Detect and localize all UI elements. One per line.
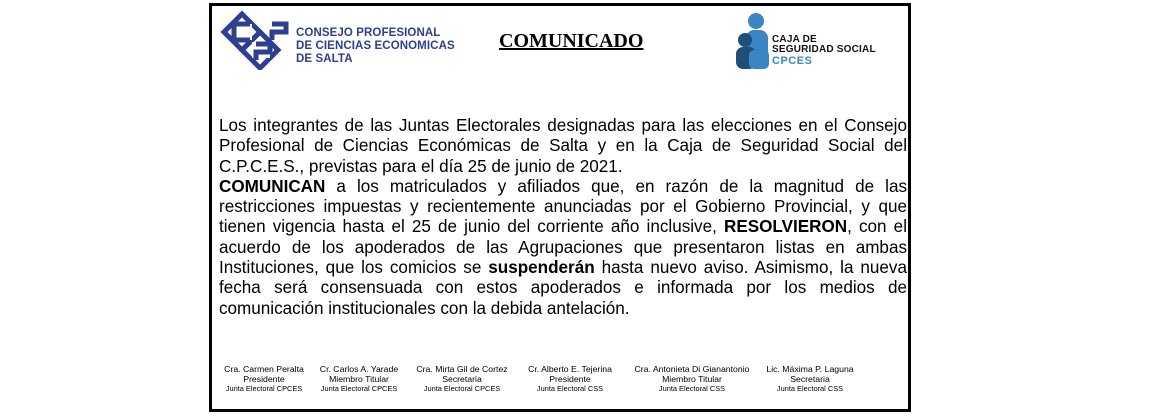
resolvieron-text: RESOLVIERON — [723, 217, 848, 237]
announcement-paragraph: COMUNICAN a los matriculados y afiliados que, en razón de la magnitud de las restricciones impuestas y recientemente anunciadas por el Gobierno Provincial, y que tienen vigencia hasta el 25 de junio del corriente año inclusive, RESOLVIERON, con el acuerdo de los apoderados de las Agrupaciones que presentaron listas en ambas Instituciones, que los comicios se suspenderán hasta nuevo aviso. Asimismo, la nueva fecha será consensuada con estos apoderados e informada por los medios de comunicación institucionales con la debida antelación. — [219, 176, 907, 318]
css-name-line1: CAJA DE — [772, 34, 817, 45]
signature-block — [410, 364, 514, 394]
cpce-emblem-icon — [220, 10, 292, 70]
signature-org: Junta Electoral CPCES — [225, 384, 303, 393]
cpce-logo — [220, 10, 470, 70]
comunican-text: COMUNICAN — [219, 176, 326, 196]
signatures — [212, 364, 908, 400]
signature-role: Secretaria — [442, 374, 482, 384]
cpce-name-line1: CONSEJO PROFESIONAL — [296, 27, 441, 39]
suspenderan-text: suspenderán — [488, 258, 595, 278]
signature-name: Cra. Carmen Peralta — [224, 364, 304, 374]
signature-block — [628, 364, 756, 394]
communique-frame — [209, 3, 911, 412]
signature-name: Cra. Antonieta Di Gianantonio — [634, 364, 750, 374]
signature-block — [520, 364, 620, 394]
signature-org: Junta Electoral CSS — [658, 384, 726, 393]
signature-name: Cr. Carlos A. Yarade — [319, 364, 399, 374]
communique-body — [219, 116, 907, 319]
signature-role: Presidente — [549, 374, 591, 384]
people-icon — [734, 12, 774, 70]
cpce-name-line3: DE SALTA — [296, 53, 353, 65]
signature-org: Junta Electoral CSS — [776, 384, 844, 393]
cpce-name-line2: DE CIENCIAS ECONOMICAS — [296, 40, 455, 52]
css-name-line2: SEGURIDAD SOCIAL — [772, 44, 876, 55]
signature-name: Lic. Máxima P. Laguna — [766, 364, 854, 374]
signature-role: Secretaria — [790, 374, 830, 384]
signature-org: Junta Electoral CPCES — [423, 384, 501, 393]
signature-role: Miembro Titular — [329, 374, 389, 384]
signature-org: Junta Electoral CSS — [536, 384, 604, 393]
signature-role: Miembro Titular — [662, 374, 722, 384]
signature-block — [219, 364, 309, 394]
css-name-line3: CPCES — [772, 55, 813, 67]
css-logo — [734, 12, 884, 70]
signature-name: Cra. Mirta Gil de Cortez — [416, 364, 508, 374]
signature-name: Cr. Alberto E. Tejerina — [528, 364, 612, 374]
signature-org: Junta Electoral CPCES — [320, 384, 398, 393]
signature-block — [312, 364, 406, 394]
cpce-name — [296, 27, 455, 66]
page-title: COMUNICADO — [499, 30, 644, 52]
signature-block — [760, 364, 860, 394]
intro-paragraph: Los integrantes de las Juntas Electorales designadas para las elecciones en el Consejo Profesional de Ciencias Económicas de Salta y en la Caja de Seguridad Social del C.P.C.E.S., previstas para el día 25 de junio de 2021. — [219, 116, 907, 176]
signature-role: Presidente — [243, 374, 285, 384]
